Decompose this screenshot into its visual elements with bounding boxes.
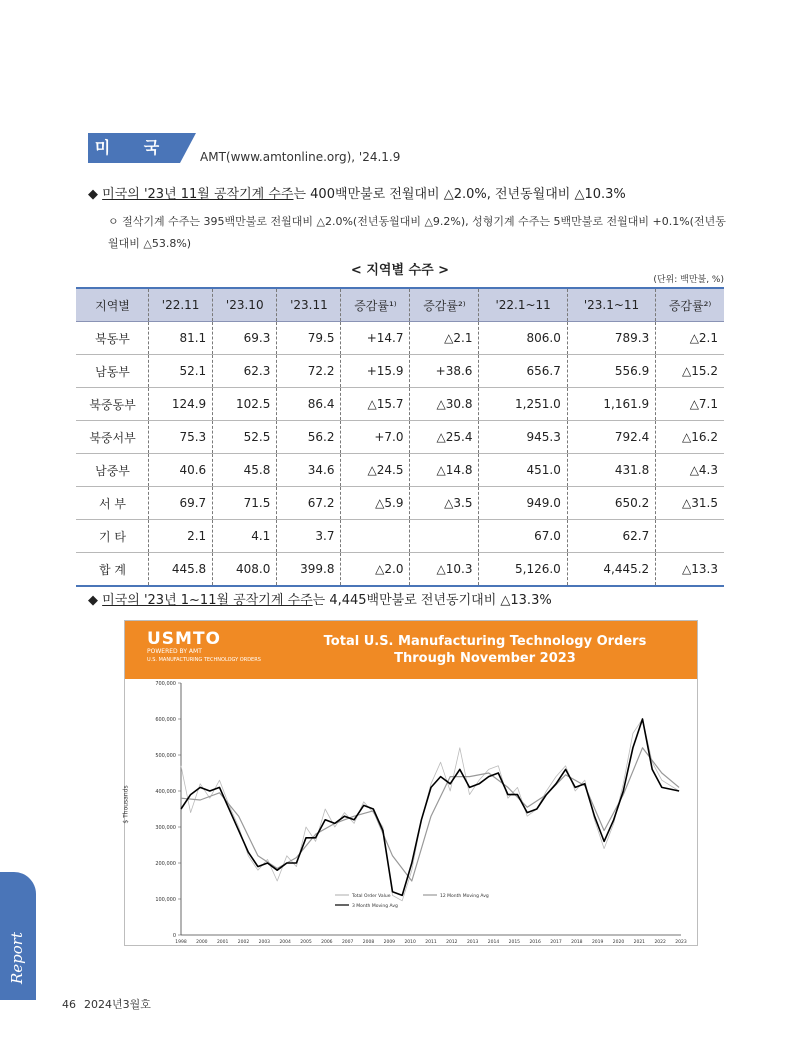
table-cell: △15.2 [656, 355, 724, 388]
x-tick-label: 2007 [341, 940, 354, 943]
x-tick-label: 2017 [550, 940, 562, 943]
table-cell: 124.9 [149, 388, 213, 421]
x-tick-label: 2009 [383, 940, 396, 943]
table-cell: 67.2 [277, 487, 341, 520]
x-tick-label: 2010 [404, 940, 416, 943]
table-cell: △24.5 [341, 454, 410, 487]
logo-powered-by: POWERED BY AMT [147, 648, 202, 655]
table-header-cell: '23.10 [213, 288, 277, 322]
table-row-label: 북중동부 [76, 388, 149, 421]
table-header-cell: '23.11 [277, 288, 341, 322]
table-cell: 431.8 [567, 454, 655, 487]
table-row-label: 기 타 [76, 520, 149, 553]
y-tick-label: 500,000 [155, 753, 176, 759]
series-line-12-month-moving-avg [181, 748, 679, 881]
table-row [76, 553, 724, 587]
y-tick-label: 700,000 [155, 681, 176, 687]
y-tick-label: 300,000 [155, 825, 176, 831]
bullet-ytd [88, 589, 552, 608]
x-tick-label: 2016 [529, 940, 541, 943]
table-cell: 72.2 [277, 355, 341, 388]
page-footer [62, 996, 151, 1012]
x-tick-label: 2002 [237, 940, 250, 943]
table-cell: 656.7 [479, 355, 567, 388]
x-tick-label: 1998 [175, 940, 187, 943]
usmto-logo: USMTO [147, 629, 222, 649]
table-row [76, 487, 724, 520]
chart-header [125, 621, 697, 679]
page-number: 46 [62, 998, 76, 1011]
x-tick-label: 2004 [279, 940, 291, 943]
table-cell: 789.3 [567, 322, 655, 355]
table-cell: 102.5 [213, 388, 277, 421]
table-cell: 52.1 [149, 355, 213, 388]
table-cell: 556.9 [567, 355, 655, 388]
report-side-label: Report [8, 931, 26, 984]
table-cell: 451.0 [479, 454, 567, 487]
table-cell: 67.0 [479, 520, 567, 553]
table-cell: 75.3 [149, 421, 213, 454]
y-tick-label: 600,000 [155, 717, 176, 723]
sub-bullet-detail: ㅇ 절삭기계 수주는 395백만불로 전월대비 △2.0%(전년동월대비 △9.2%), 성형기계 수주는 5백만불로 전월대비 +0.1%(전년동월대비 △53.8%) [108, 215, 726, 250]
x-tick-label: 2014 [487, 940, 500, 943]
table-row [76, 322, 724, 355]
report-side-tab [0, 872, 36, 1000]
chart-title-line2: Through November 2023 [394, 651, 576, 666]
table-row-label: 남중부 [76, 454, 149, 487]
table-cell: △14.8 [410, 454, 479, 487]
table-row-label: 합 계 [76, 553, 149, 587]
table-cell: +38.6 [410, 355, 479, 388]
table-cell: 56.2 [277, 421, 341, 454]
section-tag-arrow [180, 133, 196, 163]
bullet-monthly-text: 는 400백만불로 전월대비 △2.0%, 전년동월대비 △10.3% [293, 187, 626, 202]
table-cell: 62.3 [213, 355, 277, 388]
regional-orders-table [76, 287, 724, 587]
table-cell: △2.1 [410, 322, 479, 355]
legend-label: 12 Month Moving Avg [440, 894, 489, 899]
series-line-3-month-moving-avg [181, 719, 679, 895]
table-row-label: 북중서부 [76, 421, 149, 454]
y-tick-label: 200,000 [155, 861, 176, 867]
table-cell: △2.1 [656, 322, 724, 355]
bullet-marker: ◆ [88, 593, 103, 608]
table-row [76, 454, 724, 487]
legend-label: 3 Month Moving Avg [352, 904, 398, 909]
table-cell: 4.1 [213, 520, 277, 553]
legend-label: Total Order Value [352, 894, 391, 899]
table-cell: △3.5 [410, 487, 479, 520]
issue-label: 2024년3월호 [84, 998, 151, 1011]
table-cell: 34.6 [277, 454, 341, 487]
table-cell: 86.4 [277, 388, 341, 421]
chart-title-line1: Total U.S. Manufacturing Technology Orders [323, 634, 647, 649]
x-tick-label: 2006 [321, 940, 333, 943]
x-tick-label: 2023 [675, 940, 687, 943]
table-header-cell: 지역별 [76, 288, 149, 322]
x-tick-label: 2005 [300, 940, 312, 943]
bullet-ytd-subject: 미국의 '23년 1~11월 공작기계 수주 [102, 593, 313, 608]
table-cell: 52.5 [213, 421, 277, 454]
table-cell: 81.1 [149, 322, 213, 355]
table-cell: 69.3 [213, 322, 277, 355]
table-cell: 408.0 [213, 553, 277, 587]
table-cell: +15.9 [341, 355, 410, 388]
table-cell: 40.6 [149, 454, 213, 487]
y-tick-label: 100,000 [155, 897, 176, 903]
table-header-cell: 증감률²⁾ [410, 288, 479, 322]
table-row [76, 520, 724, 553]
table-cell: 3.7 [277, 520, 341, 553]
section-tag-label: 미 국 [94, 138, 174, 157]
chart-title [295, 633, 675, 667]
table-cell: △31.5 [656, 487, 724, 520]
table-cell: △10.3 [410, 553, 479, 587]
table-header-cell: '22.11 [149, 288, 213, 322]
table-cell [656, 520, 724, 553]
bullet-monthly [88, 183, 626, 202]
table-cell: △7.1 [656, 388, 724, 421]
logo-tagline: U.S. MANUFACTURING TECHNOLOGY ORDERS [147, 657, 261, 663]
y-tick-label: 0 [172, 933, 176, 939]
table-cell: 2.1 [149, 520, 213, 553]
table-row-label: 서 부 [76, 487, 149, 520]
x-tick-label: 2020 [612, 940, 625, 943]
table-title: < 지역별 수주 > [350, 263, 450, 278]
table-cell: 71.5 [213, 487, 277, 520]
table-cell: △16.2 [656, 421, 724, 454]
table-header-cell: 증감률¹⁾ [341, 288, 410, 322]
x-tick-label: 2011 [425, 940, 437, 943]
x-tick-label: 2001 [216, 940, 229, 943]
table-cell: 806.0 [479, 322, 567, 355]
table-header-row [76, 288, 724, 322]
x-tick-label: 2008 [362, 940, 375, 943]
table-cell: 79.5 [277, 322, 341, 355]
table-cell: 399.8 [277, 553, 341, 587]
table-cell: 5,126.0 [479, 553, 567, 587]
table-cell: 792.4 [567, 421, 655, 454]
table-cell: 650.2 [567, 487, 655, 520]
table-row [76, 421, 724, 454]
table-cell: +14.7 [341, 322, 410, 355]
table-cell [341, 520, 410, 553]
chart-plot [122, 679, 697, 943]
table-cell: △15.7 [341, 388, 410, 421]
table-body [76, 322, 724, 587]
x-tick-label: 2000 [196, 940, 208, 943]
table-row-label: 북동부 [76, 322, 149, 355]
x-tick-label: 2015 [508, 940, 521, 943]
table-row-label: 남동부 [76, 355, 149, 388]
table-cell: △4.3 [656, 454, 724, 487]
table-header-cell: '23.1~11 [567, 288, 655, 322]
table-header-cell: '22.1~11 [479, 288, 567, 322]
section-tag [88, 133, 196, 163]
table-cell: 69.7 [149, 487, 213, 520]
chart-y-axis-label: $ Thousands [122, 785, 130, 824]
table-unit: (단위: 백만불, %) [653, 275, 724, 285]
x-tick-label: 2022 [654, 940, 666, 943]
y-tick-label: 400,000 [155, 789, 176, 795]
series-line-total-order-value [181, 719, 679, 901]
table-cell: △2.0 [341, 553, 410, 587]
bullet-monthly-subject: 미국의 '23년 11월 공작기계 수주 [102, 187, 294, 202]
bullet-marker: ◆ [88, 187, 103, 202]
table-cell: △5.9 [341, 487, 410, 520]
table-cell: 949.0 [479, 487, 567, 520]
x-tick-label: 2019 [591, 940, 604, 943]
table-cell: +7.0 [341, 421, 410, 454]
bullet-ytd-text: 는 4,445백만불로 전년동기대비 △13.3% [312, 593, 552, 608]
source-citation: AMT(www.amtonline.org), '24.1.9 [200, 150, 401, 164]
table-cell: 1,251.0 [479, 388, 567, 421]
x-tick-label: 2012 [446, 940, 458, 943]
orders-chart [124, 620, 698, 946]
table-cell: 445.8 [149, 553, 213, 587]
table-cell: 945.3 [479, 421, 567, 454]
table-cell: 62.7 [567, 520, 655, 553]
table-cell: △30.8 [410, 388, 479, 421]
x-tick-label: 2013 [466, 940, 479, 943]
table-cell: 45.8 [213, 454, 277, 487]
table-row [76, 388, 724, 421]
table-cell [410, 520, 479, 553]
table-row [76, 355, 724, 388]
x-tick-label: 2021 [633, 940, 646, 943]
table-cell: △13.3 [656, 553, 724, 587]
x-tick-label: 2003 [258, 940, 271, 943]
x-tick-label: 2018 [571, 940, 583, 943]
table-cell: 4,445.2 [567, 553, 655, 587]
table-cell: △25.4 [410, 421, 479, 454]
table-cell: 1,161.9 [567, 388, 655, 421]
table-header-cell: 증감률²⁾ [656, 288, 724, 322]
